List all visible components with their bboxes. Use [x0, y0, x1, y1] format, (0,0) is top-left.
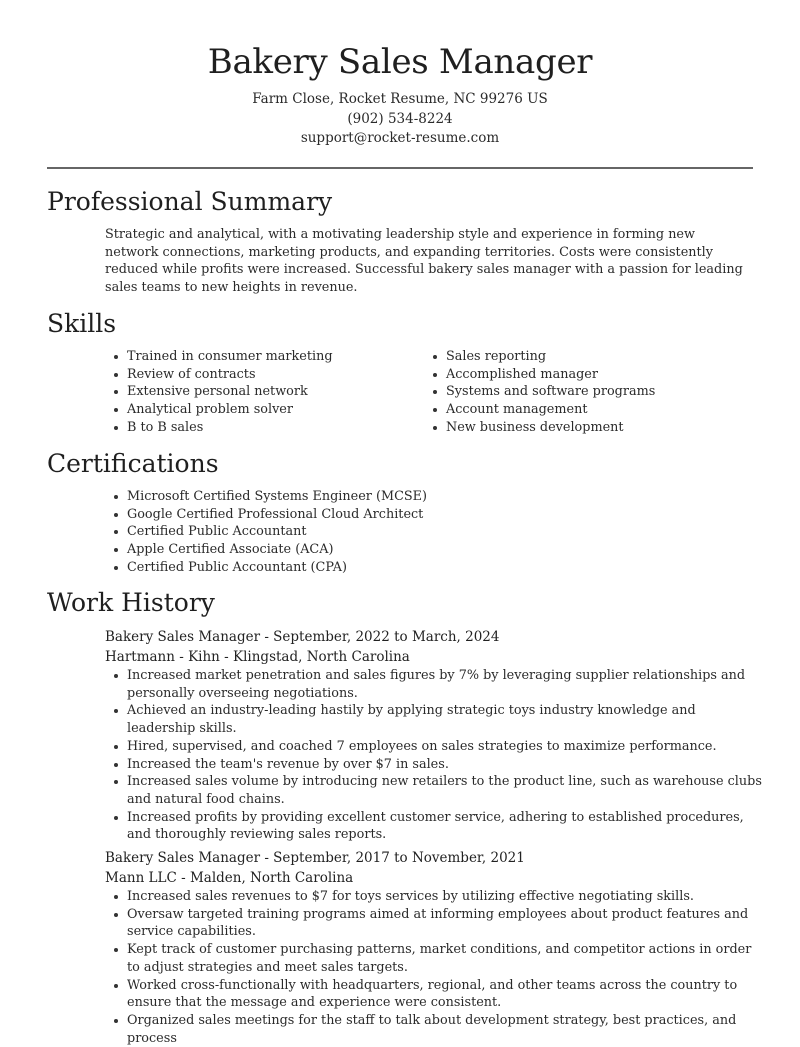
job-company-location: Hartmann - Kihn - Klingstad, North Carolina: [105, 649, 410, 665]
certification-item: Google Certified Professional Cloud Architect: [105, 506, 705, 524]
skill-item: Account management: [424, 401, 754, 419]
contact-phone: (902) 534-8224: [347, 110, 453, 127]
job-bullet: Increased market penetration and sales figures by 7% by leveraging supplier relationships and personally overseeing negotiations.: [105, 667, 767, 702]
skill-item: Trained in consumer marketing: [105, 348, 405, 366]
header-divider: [47, 167, 753, 169]
job-bullet: Increased sales revenues to $7 for toys services by utilizing effective negotiating skills.: [105, 888, 767, 906]
certification-item: Microsoft Certified Systems Engineer (MCSE): [105, 488, 705, 506]
job-bullet: Hired, supervised, and coached 7 employees on sales strategies to maximize performance.: [105, 738, 767, 756]
job-bullet: Increased sales volume by introducing new retailers to the product line, such as warehouse clubs and natural food chains.: [105, 773, 767, 808]
job-bullet: Kept track of customer purchasing patterns, market conditions, and competitor actions in order to adjust strategies and meet sales targets.: [105, 941, 767, 976]
skill-item: Review of contracts: [105, 366, 405, 384]
section-title-work-history: Work History: [47, 588, 215, 617]
job-entry: [105, 627, 765, 844]
skills-list-left: [105, 348, 405, 437]
certifications-list: [105, 488, 705, 577]
job-bullet: Oversaw targeted training programs aimed at informing employees about product features and service capabilities.: [105, 906, 767, 941]
skill-item: B to B sales: [105, 419, 405, 437]
skill-item: Analytical problem solver: [105, 401, 405, 419]
section-title-skills: Skills: [47, 309, 117, 338]
job-bullet: Organized sales meetings for the staff to talk about development strategy, best practices, and process: [105, 1012, 767, 1047]
job-bullet: Worked cross-functionally with headquarters, regional, and other teams across the country to ensure that the message and experience were consistent.: [105, 977, 767, 1012]
candidate-name: Bakery Sales Manager: [207, 42, 593, 82]
job-title-dates: Bakery Sales Manager - September, 2017 to November, 2021: [105, 850, 525, 866]
contact-address: Farm Close, Rocket Resume, NC 99276 US: [252, 91, 548, 107]
job-bullet: Increased profits by providing excellent customer service, adhering to established procedures, and thoroughly reviewing sales reports.: [105, 809, 767, 844]
resume-header: [0, 0, 800, 149]
skill-item: New business development: [424, 419, 754, 437]
job-bullets: [105, 888, 765, 1047]
skill-item: Systems and software programs: [424, 383, 754, 401]
job-bullet: Achieved an industry-leading hastily by applying strategic toys industry knowledge and leadership skills.: [105, 702, 767, 737]
job-entry: [105, 848, 765, 1047]
skill-item: Extensive personal network: [105, 383, 405, 401]
section-title-certifications: Certifications: [47, 449, 219, 478]
certification-item: Certified Public Accountant (CPA): [105, 559, 705, 577]
certification-item: Certified Public Accountant: [105, 523, 705, 541]
job-company-location: Mann LLC - Malden, North Carolina: [105, 870, 354, 886]
job-bullets: [105, 667, 765, 844]
contact-block: [0, 90, 800, 149]
certification-item: Apple Certified Associate (ACA): [105, 541, 705, 559]
summary-text: Strategic and analytical, with a motivating leadership style and experience in forming new network connections, marketing products, and expanding territories. Costs were consistently reduced while profits were increased. Successful bakery sales manager with a passion for leading sales teams to new heights in revenue.: [105, 227, 743, 296]
skills-list-right: [424, 348, 754, 437]
skill-item: Sales reporting: [424, 348, 754, 366]
skill-item: Accomplished manager: [424, 366, 754, 384]
job-bullet: Increased the team's revenue by over $7 in sales.: [105, 756, 767, 774]
section-title-summary: Professional Summary: [47, 187, 333, 216]
contact-email: support@rocket-resume.com: [300, 130, 500, 146]
job-title-dates: Bakery Sales Manager - September, 2022 to March, 2024: [105, 629, 500, 645]
